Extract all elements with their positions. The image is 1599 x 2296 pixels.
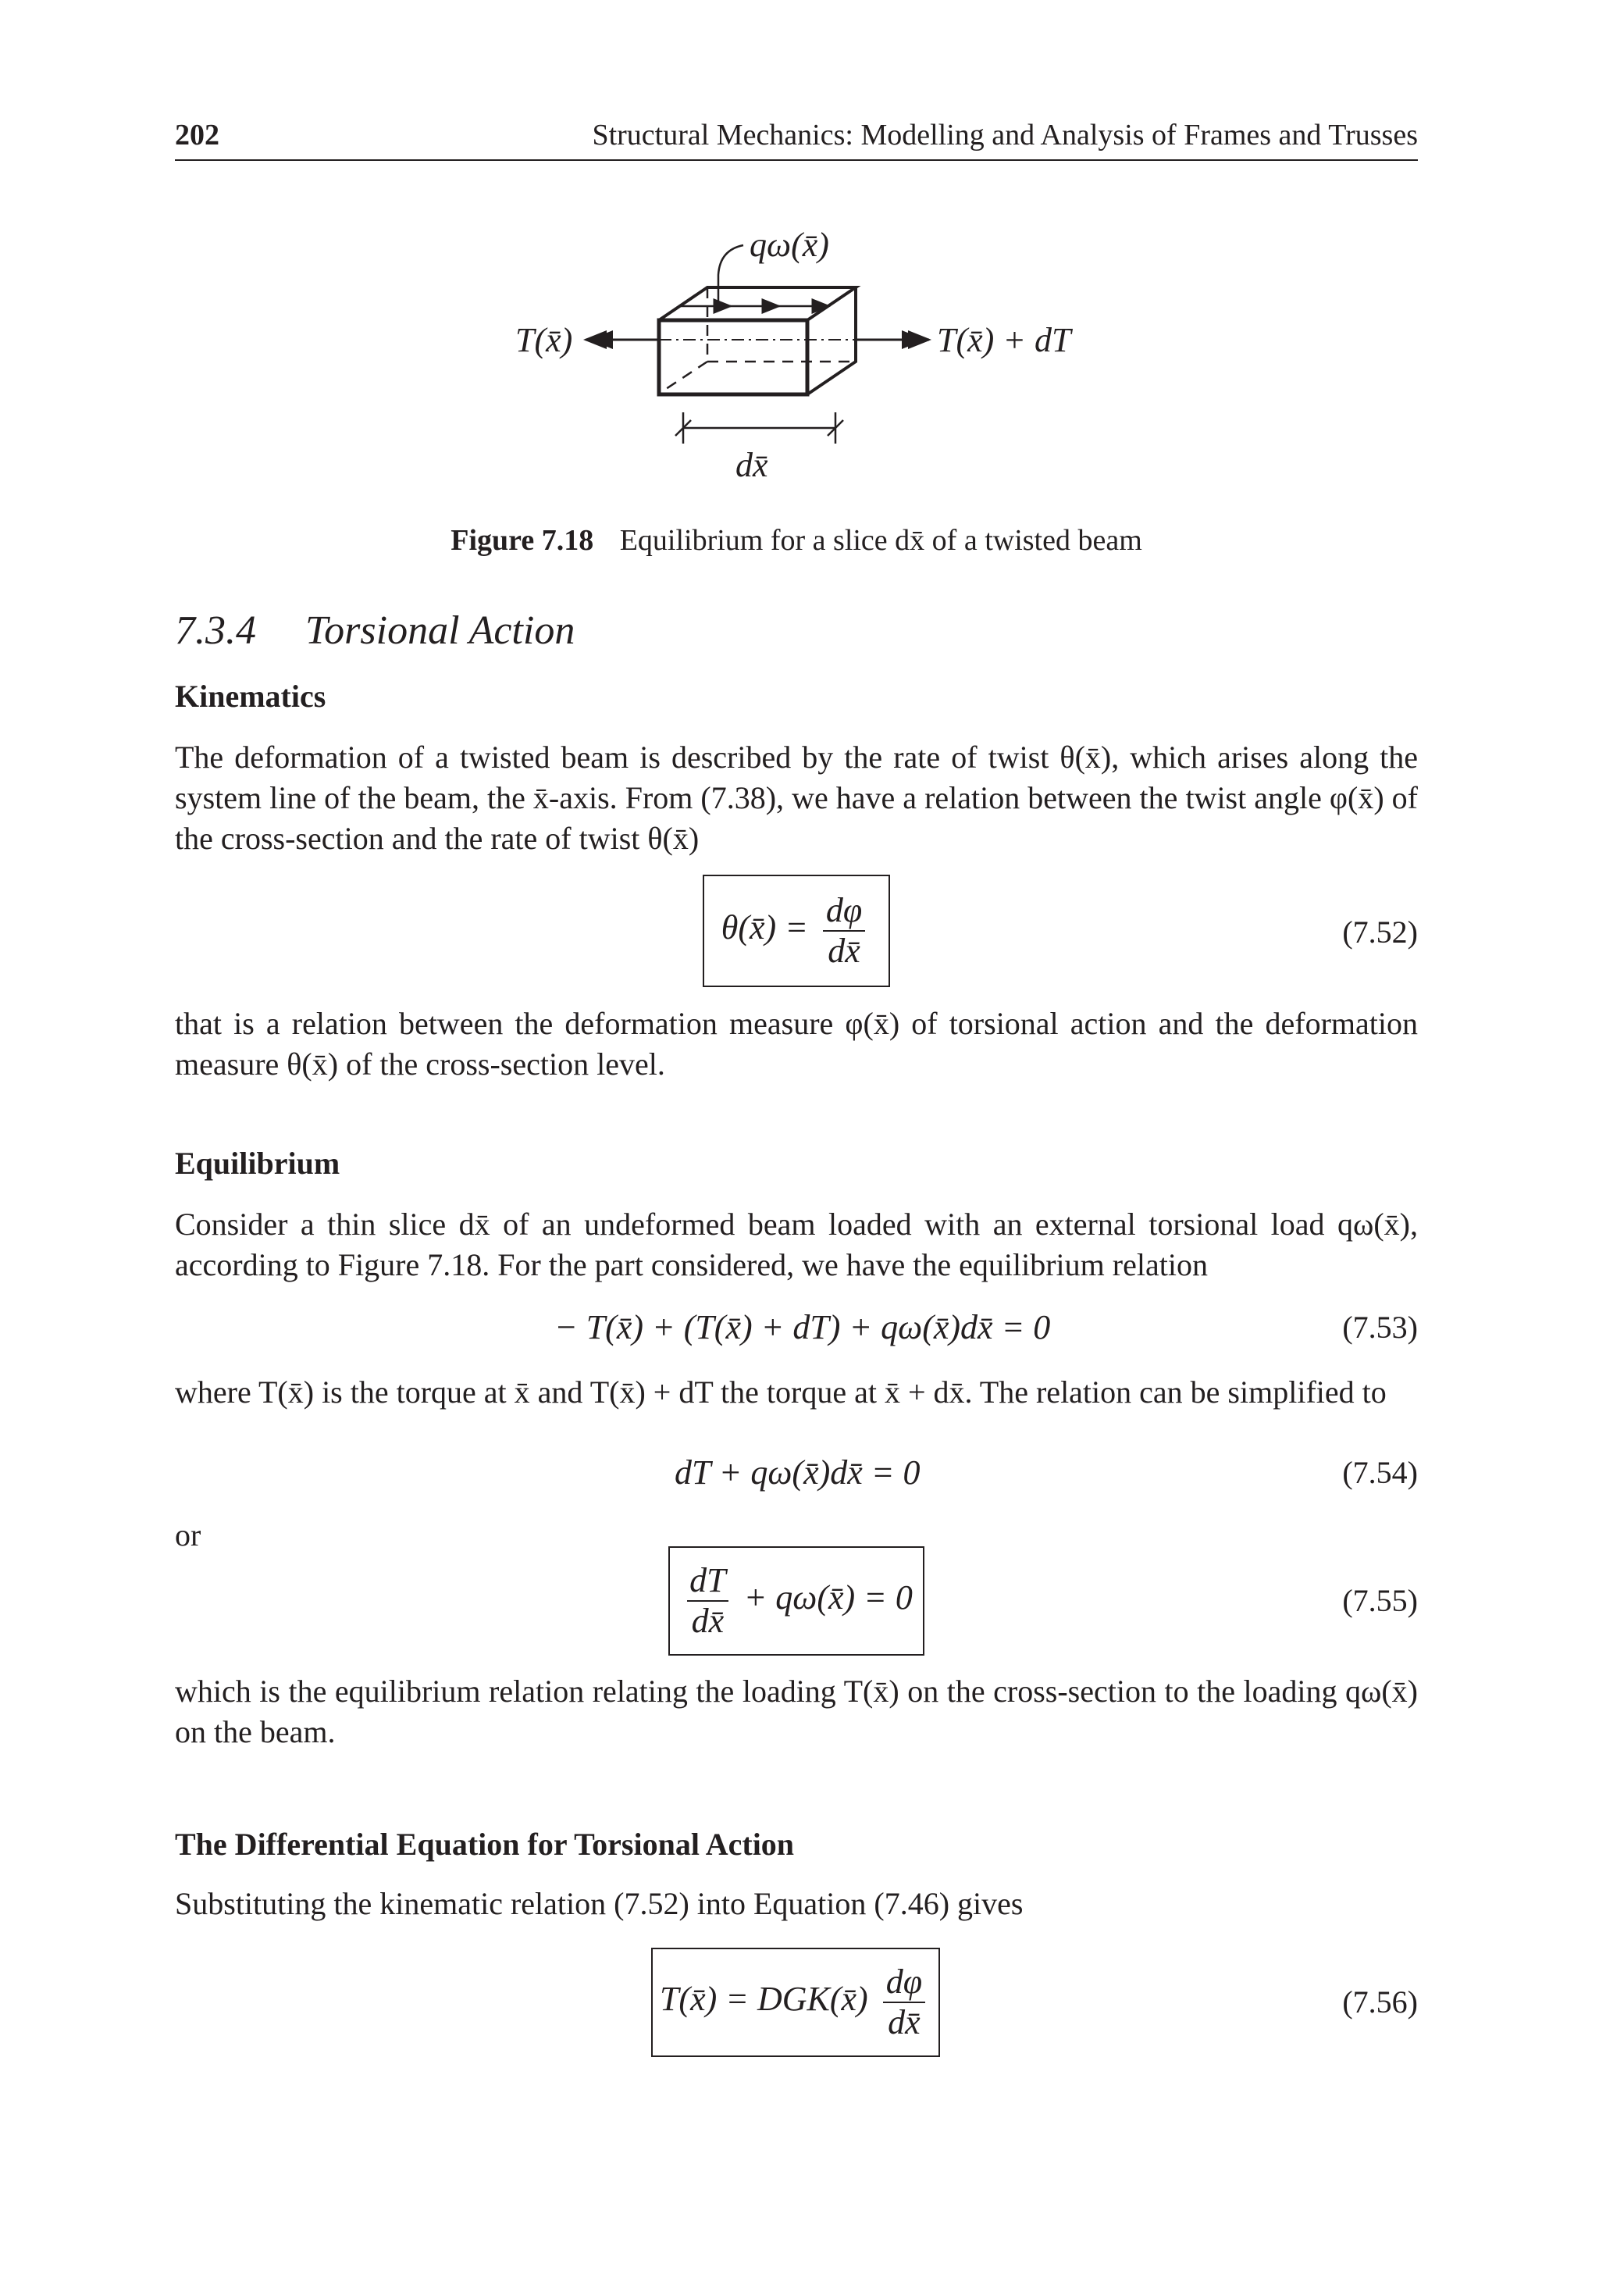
load-label: qω(x̄) xyxy=(750,226,829,264)
length-label: dx̄ xyxy=(735,446,768,484)
paragraph-differential xyxy=(175,1884,1418,1924)
equation-7-53: − T(x̄) + (T(x̄) + dT) + qω(x̄)dx̄ = 0 xyxy=(554,1308,1051,1346)
dimension-line xyxy=(675,412,843,444)
paragraph-text: that is a relation between the deformation measure φ(x̄) of torsional action and the deformation measure θ(x̄) of the cross-section level. xyxy=(175,1006,1418,1082)
heading-differential-equation: The Differential Equation for Torsional Action xyxy=(175,1827,795,1862)
paragraph-text: which is the equilibrium relation relating the loading T(x̄) on the cross-section to the loading qω(x̄) on the beam. xyxy=(175,1674,1418,1749)
figure-7-18 xyxy=(468,219,1171,500)
paragraph-equilibrium-3 xyxy=(175,1671,1418,1752)
slice-front-face xyxy=(659,320,807,394)
equation-number-7-55: (7.55) xyxy=(1342,1583,1418,1618)
torque-right-label: T(x̄) + dT xyxy=(937,321,1071,359)
eq-752-num: dφ xyxy=(825,891,863,929)
figure-number: Figure 7.18 xyxy=(450,524,594,557)
paragraph-kinematics-2 xyxy=(175,1004,1418,1085)
figure-caption-text: Equilibrium for a slice dx̄ of a twisted beam xyxy=(619,524,1142,557)
heading-equilibrium: Equilibrium xyxy=(175,1146,340,1181)
eq-755-den: dx̄ xyxy=(687,1600,729,1641)
equation-7-55-box xyxy=(668,1546,924,1656)
eq-756-lhs: T(x̄) = DGK(x̄) xyxy=(659,1980,868,2019)
paragraph-text: The deformation of a twisted beam is described by the rate of twist θ(x̄), which arises along the system line of the beam, the x̄-axis. From (7.38), we have a relation between the twist angle φ(x̄) of the cross-section and the rate of twist θ(x̄) xyxy=(175,740,1418,856)
equation-number-7-52: (7.52) xyxy=(1342,914,1418,950)
paragraph-or xyxy=(175,1515,331,1556)
torque-left-label: T(x̄) xyxy=(515,321,573,359)
book-title: Structural Mechanics: Modelling and Analysis of Frames and Trusses xyxy=(592,119,1418,152)
heading-kinematics: Kinematics xyxy=(175,679,326,714)
equation-number-7-54: (7.54) xyxy=(1342,1455,1418,1490)
eq-752-lhs: θ(x̄) = xyxy=(721,908,808,947)
paragraph-text: Substituting the kinematic relation (7.52) into Equation (7.46) gives xyxy=(175,1886,1024,1921)
eq-756-num: dφ xyxy=(885,1963,923,2001)
equation-number-7-56: (7.56) xyxy=(1342,1984,1418,2020)
section-number: 7.3.4 xyxy=(175,608,256,653)
equation-7-54: dT + qω(x̄)dx̄ = 0 xyxy=(675,1453,921,1492)
eq-755-rhs: + qω(x̄) = 0 xyxy=(743,1578,913,1617)
equation-7-56-box xyxy=(651,1948,940,2057)
section-title xyxy=(175,606,575,656)
paragraph-equilibrium-2 xyxy=(175,1372,1418,1413)
equation-number-7-53: (7.53) xyxy=(1342,1310,1418,1345)
slice-top-face xyxy=(659,287,856,320)
eq-752-den: dx̄ xyxy=(823,930,865,971)
section-title-text: Torsional Action xyxy=(305,608,575,653)
eq-756-den: dx̄ xyxy=(883,2002,925,2042)
paragraph-text: Consider a thin slice dx̄ of an undeformed beam loaded with an external torsional load qω(x̄), according to Figure 7.18. For the part considered, we have the equilibrium relation xyxy=(175,1207,1418,1282)
paragraph-kinematics xyxy=(175,737,1418,859)
figure-caption xyxy=(175,522,1418,559)
paragraph-equilibrium-1 xyxy=(175,1204,1418,1285)
eq-755-num: dT xyxy=(689,1561,726,1599)
paragraph-text: where T(x̄) is the torque at x̄ and T(x̄) + dT the torque at x̄ + dx̄. The relation can be simplified to xyxy=(175,1374,1387,1410)
beam-slice-diagram xyxy=(468,219,1171,500)
paragraph-text: or xyxy=(175,1517,201,1553)
page-number: 202 xyxy=(175,119,219,152)
equation-7-52-box xyxy=(703,875,890,987)
running-header xyxy=(175,116,1418,161)
